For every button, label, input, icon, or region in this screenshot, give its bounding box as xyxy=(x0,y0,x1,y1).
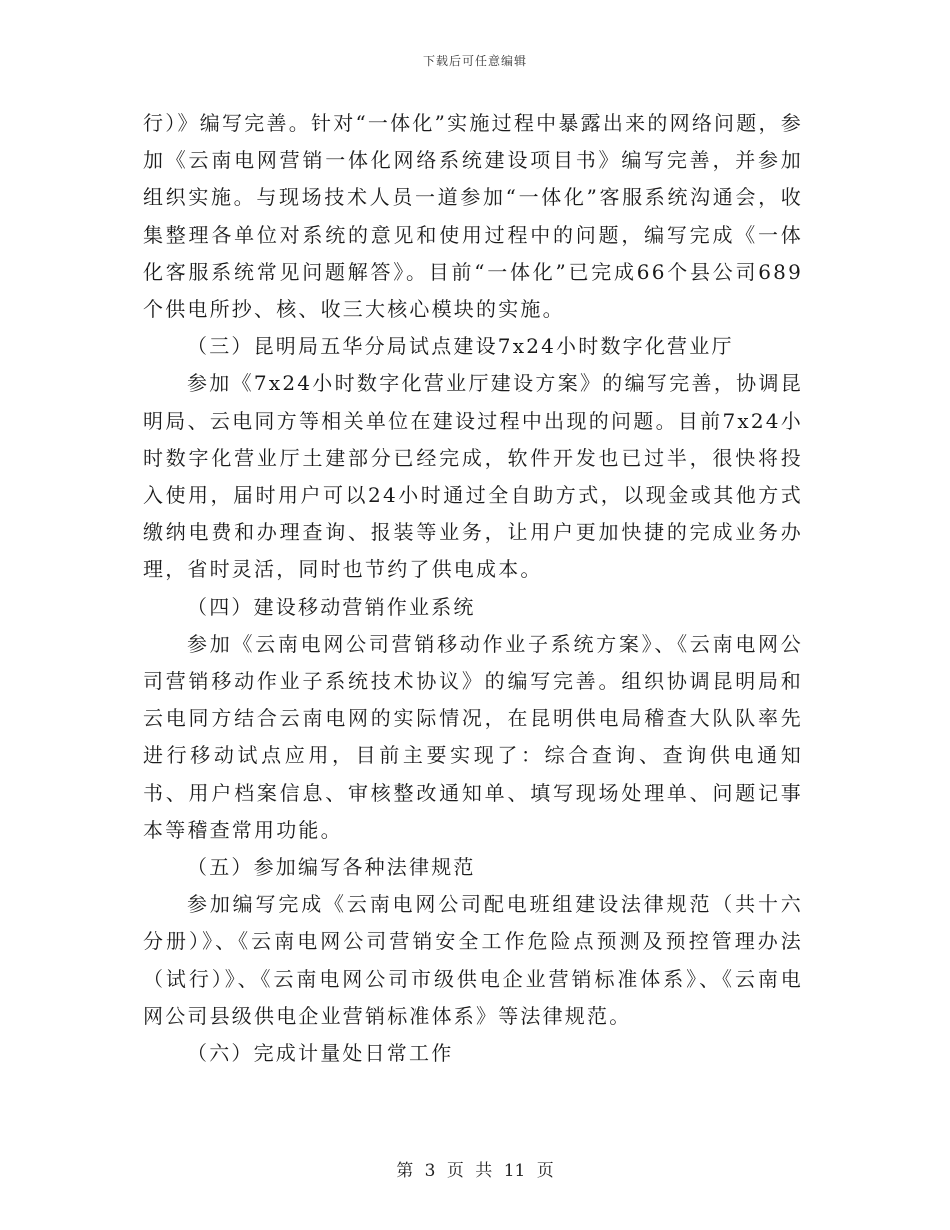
section-heading-3: （三）昆明局五华分局试点建设7x24小时数字化营业厅 xyxy=(187,334,734,359)
document-body xyxy=(143,105,803,1072)
page-footer: 第 3 页 共 11 页 xyxy=(396,1161,554,1181)
section-heading-6: （六）完成计量处日常工作 xyxy=(187,1041,454,1066)
page-header: 下载后可任意编辑 xyxy=(422,54,527,68)
paragraph-4: 参加编写完成《云南电网公司配电班组建设法律规范（共十六分册）》、《云南电网公司营销安全工作危险点预测及预控管理办法（试行）》、《云南电网公司市级供电企业营销标准体系》、《云南电网公司县级供电企业营销标准体系》等法律规范。 xyxy=(143,892,803,1028)
paragraph-3: 参加《云南电网公司营销移动作业子系统方案》、《云南电网公司营销移动作业子系统技术协议》的编写完善。组织协调昆明局和云电同方结合云南电网的实际情况，在昆明供电局稽查大队队率先进行移动试点应用，目前主要实现了：综合查询、查询供电通知书、用户档案信息、审核整改通知单、填写现场处理单、问题记事本等稽查常用功能。 xyxy=(143,631,803,842)
paragraph-2: 参加《7x24小时数字化营业厅建设方案》的编写完善，协调昆明局、云电同方等相关单位在建设过程中出现的问题。目前7x24小时数字化营业厅土建部分已经完成，软件开发也已过半，很快将投入使用，届时用户可以24小时通过全自助方式，以现金或其他方式缴纳电费和办理查询、报装等业务，让用户更加快捷的完成业务办理，省时灵活，同时也节约了供电成本。 xyxy=(143,371,803,582)
section-heading-5: （五）参加编写各种法律规范 xyxy=(187,855,476,880)
section-heading-4: （四）建设移动营销作业系统 xyxy=(187,594,476,619)
paragraph-1: 行）》编写完善。针对“一体化”实施过程中暴露出来的网络问题，参加《云南电网营销一体化网络系统建设项目书》编写完善，并参加组织实施。与现场技术人员一道参加“一体化”客服系统沟通会，收集整理各单位对系统的意见和使用过程中的问题，编写完成《一体化客服系统常见问题解答》。目前“一体化”已完成66个县公司689个供电所抄、核、收三大核心模块的实施。 xyxy=(143,111,803,322)
